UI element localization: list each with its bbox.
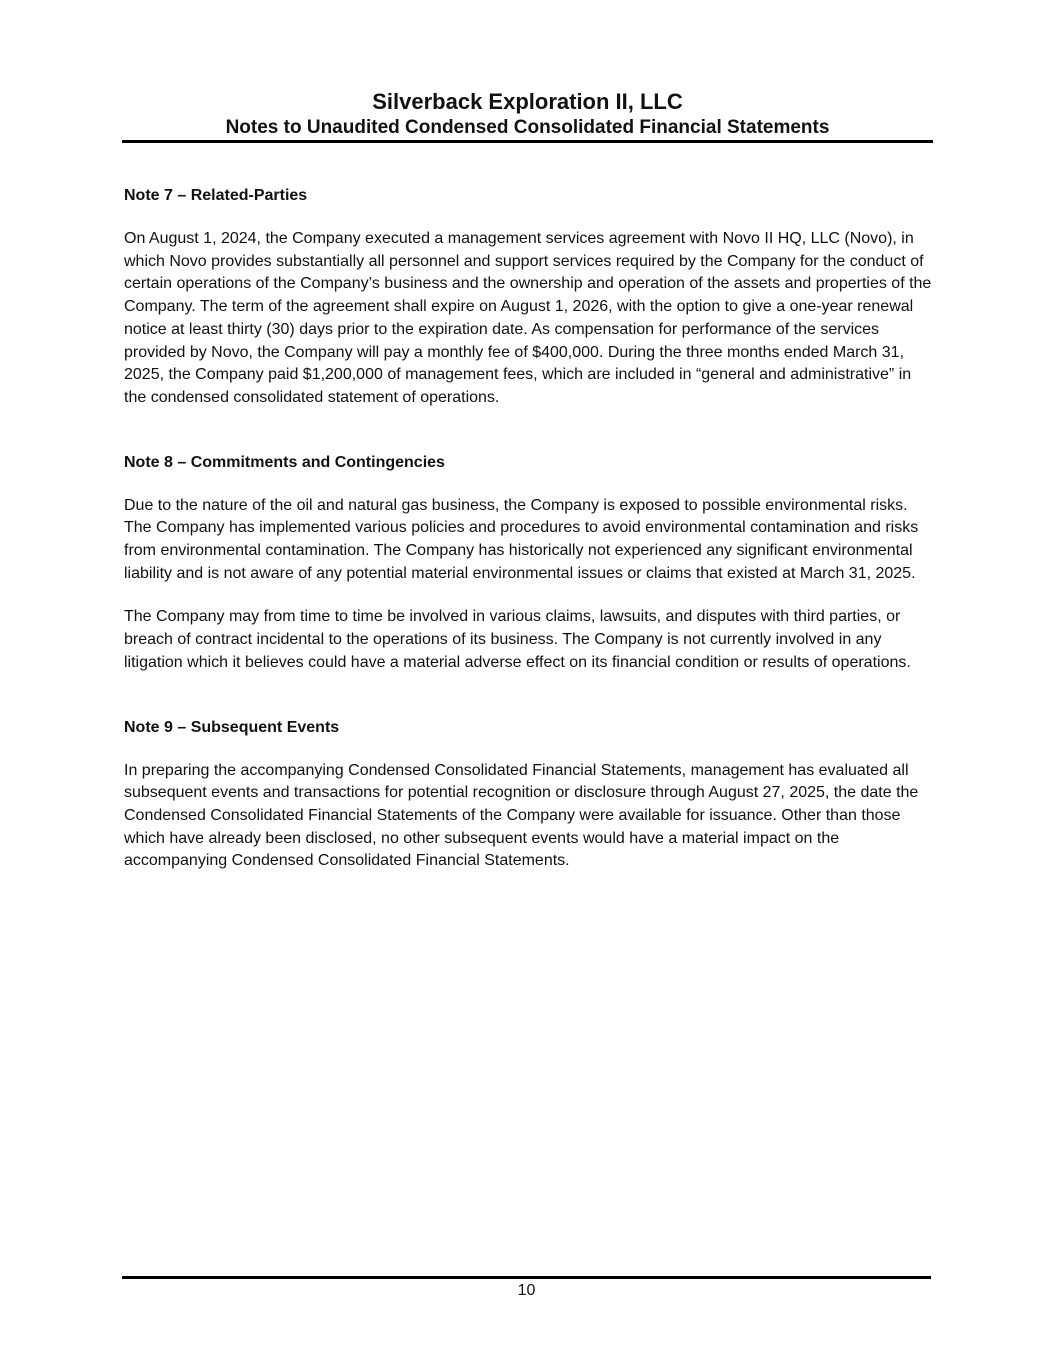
note-7-section	[124, 184, 934, 410]
document-title: Notes to Unaudited Condensed Consolidated Financial Statements	[225, 117, 830, 138]
header-divider	[122, 140, 933, 143]
note-8-paragraph-2: The Company may from time to time be involved in various claims, lawsuits, and disputes with third parties, or breach of contract incidental to the operations of its business. The Company is not currently involved in any litigation which it believes could have a material adverse effect on its financial condition or results of operations.	[124, 608, 911, 671]
page-header	[122, 88, 933, 140]
note-9-heading: Note 9 – Subsequent Events	[124, 718, 340, 736]
page-number: 10	[517, 1282, 536, 1299]
note-7-paragraph: On August 1, 2024, the Company executed a management services agreement with Novo II HQ, LLC (Novo), in which Novo provides substantially all personnel and support services required by the Company for the conduct of certain operations of the Company’s business and the ownership and operation of the assets and properties of the Company. The term of the agreement shall expire on August 1, 2026, with the option to give a one-year renewal notice at least thirty (30) days prior to the expiration date. As compensation for performance of the services provided by Novo, the Company will pay a monthly fee of $400,000. During the three months ended March 31, 2025, the Company paid $1,200,000 of management fees, which are included in “general and administrative” in the condensed consolidated statement of operations.	[124, 230, 932, 406]
note-8-section	[124, 451, 934, 675]
footer-divider	[122, 1276, 931, 1279]
note-7-heading: Note 7 – Related-Parties	[124, 187, 308, 204]
note-9-paragraph: In preparing the accompanying Condensed Consolidated Financial Statements, management has evaluated all subsequent events and transactions for potential recognition or disclosure through August 27, 2025, the date the Condensed Consolidated Financial Statements of the Company were available for issuance. Other than those which have already been disclosed, no other subsequent events would have a material impact on the accompanying Condensed Consolidated Financial Statements.	[124, 761, 919, 870]
note-8-heading: Note 8 – Commitments and Contingencies	[124, 453, 445, 471]
note-9-section	[124, 716, 934, 874]
company-name: Silverback Exploration II, LLC	[372, 89, 683, 114]
notes-body	[124, 184, 934, 873]
note-8-paragraph-1: Due to the nature of the oil and natural gas business, the Company is exposed to possible environmental risks. The Company has implemented various policies and procedures to avoid environmental contamination and risks from environmental contamination. The Company has historically not experienced any significant environmental liability and is not aware of any potential material environmental issues or claims that existed at March 31, 2025.	[124, 496, 919, 582]
